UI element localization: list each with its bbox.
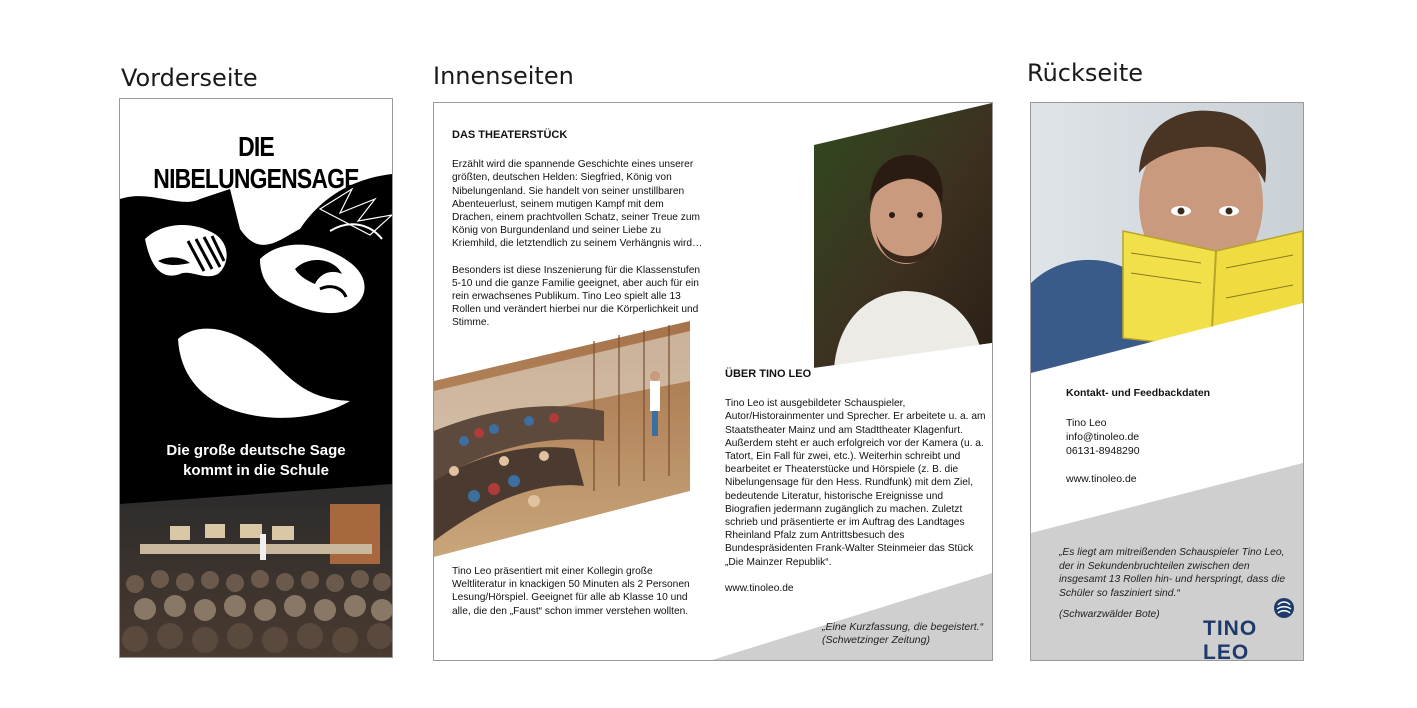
label-front: Vorderseite [121, 64, 258, 92]
contact-name: Tino Leo [1066, 417, 1107, 429]
label-back: Rückseite [1027, 59, 1144, 87]
text-column-play [452, 129, 707, 343]
inner-pages [433, 102, 993, 661]
logo-wordmark: TINO LEO [1203, 617, 1258, 661]
website-inner: www.tinoleo.de [725, 582, 794, 594]
portrait-reading-book-photo [1031, 103, 1303, 373]
text-column-faust [452, 565, 707, 631]
dragon-hero-illustration [120, 169, 392, 449]
paragraph-faust: Tino Leo präsentiert mit einer Kollegin große Weltliteratur in knackigen 50 Minuten als 2 Personen Lesung/Hörspiel. Geeignet für alle ab Klasse 10 und alle, die den „Faust“ schon immer verstehen wollten. [452, 566, 690, 617]
text-column-about [725, 368, 987, 608]
front-subtitle-line-1: Die große deutsche Sage [166, 442, 346, 459]
paragraph-audience: Besonders ist diese Inszenierung für die Klassenstufen 5-10 und die ganze Familie geeignet, aber auch für ein rein erwachsenes Publikum. Tino Leo spielt alle 13 Rollen und verändert hierbei nur die Körperlichkeit und Stimme. [452, 264, 701, 329]
contact-website[interactable]: www.tinoleo.de [1066, 473, 1137, 485]
quote-text: „Es liegt am mitreißenden Schauspieler Tino Leo, der in Sekundenbruchteilen zwischen den insgesamt 13 Rollen hin- und herspringt, dass die Schüler so fasziniert sind.“ [1059, 547, 1286, 599]
gym-audience-photo [434, 321, 690, 561]
portrait-photo-tino-leo [814, 103, 992, 368]
audience-photo [120, 484, 392, 657]
contact-phone: 06131-8948290 [1066, 445, 1140, 457]
contact-block [1066, 386, 1286, 486]
heading-theaterstueck: DAS THEATERSTÜCK [452, 129, 568, 141]
label-inner: Innenseiten [433, 62, 574, 90]
paragraph-bio: Tino Leo ist ausgebildeter Schauspieler, Autor/Historainmenter und Sprecher. Er arbeitete u. a. am Staatstheater Mainz und am Stadttheater Klagenfurt. Außerdem steht er auch erfolgreich vor der Kamera (u. a. Tatort, Ein Fall für zwei, etc.). Weiterhin schreibt und bearbeitet er Theaterstücke und Hörspiele (z. B. die Nibelungensage für den Hess. Rundfunk) mit dem Ziel, bedeutende Literatur, historische Ereignisse und Biografien jedermann zugänglich zu machen. Zuletzt schrieb und präsentierte er im Auftrag des Landtages Rheinland Pfalz zum Antrittsbesuch des Bundespräsidenten Frank-Walter Steinmeier das Stück „Die Mainzer Republik“. [725, 398, 986, 568]
paragraph-story: Erzählt wird die spannende Geschichte eines unserer größten, deutschen Helden: Siegfried, König von Nibelungenland. Sie handelt von seiner unstillbaren Abenteuerlust, seinem mutigen Kampf mit dem Drachen, einem prachtvollen Schatz, seiner Treue zum König von Burgundenland und seiner Liebe zu Kriemhild, die letztendlich zu seinem Verhängnis wird… [452, 159, 703, 250]
front-subtitle-line-2: kommt in die Schule [183, 462, 329, 479]
lion-emblem-icon [1273, 597, 1295, 619]
front-title: DIE NIBELUNGENSAGE [153, 131, 359, 194]
front-page [119, 98, 393, 658]
front-subtitle [120, 441, 392, 481]
contact-email[interactable]: info@tinoleo.de [1066, 431, 1140, 443]
heading-ueber-tino-leo: ÜBER TINO LEO [725, 368, 812, 380]
tino-leo-logo [1203, 611, 1295, 661]
back-page [1030, 102, 1304, 661]
contact-heading: Kontakt- und Feedbackdaten [1066, 387, 1211, 399]
quote-source: (Schwarzwälder Bote) [1059, 609, 1160, 620]
quote-schwetzinger: „Eine Kurzfassung, die begeistert.“ (Schwetzinger Zeitung) [822, 621, 984, 646]
